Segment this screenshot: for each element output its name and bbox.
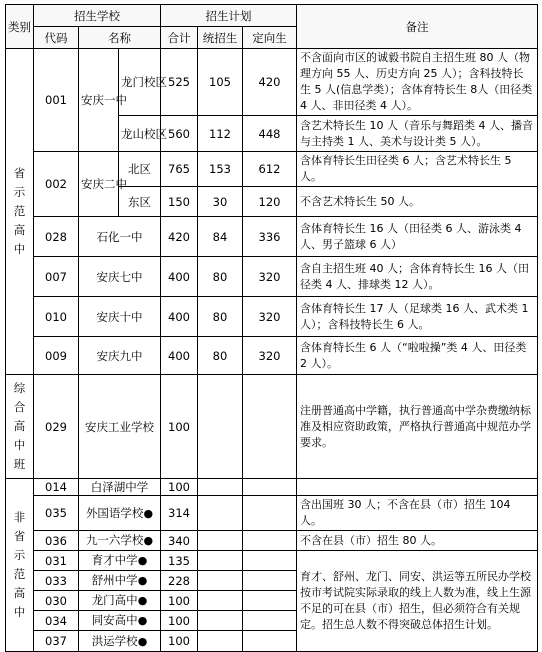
category-comprehensive: 综合高中班 xyxy=(6,375,34,479)
cell-directed: 448 xyxy=(243,116,297,152)
cell-directed xyxy=(243,496,297,531)
private-school-dot-icon: ● xyxy=(137,554,148,567)
cell-unified: 80 xyxy=(198,337,243,375)
cell-unified xyxy=(198,551,243,571)
cell-directed: 320 xyxy=(243,257,297,297)
cell-directed: 336 xyxy=(243,217,297,257)
cell-directed xyxy=(243,479,297,496)
header-remarks: 备注 xyxy=(297,5,538,49)
cell-note: 注册普通高中学籍，执行普通高中学杂费缴纳标准及相应资助政策，严格执行普通高中规范办学要求。 xyxy=(297,375,538,479)
private-school-dot-icon: ● xyxy=(137,634,148,648)
cell-school: 九一六学校● xyxy=(79,531,161,551)
cell-unified xyxy=(198,631,243,652)
cell-unified xyxy=(198,571,243,591)
cell-total: 100 xyxy=(161,479,198,496)
cell-code: 036 xyxy=(34,531,79,551)
cell-total: 525 xyxy=(161,49,198,116)
table-row xyxy=(6,531,538,551)
cell-directed xyxy=(243,611,297,631)
admission-plan-table xyxy=(5,4,538,652)
header-row-1 xyxy=(6,5,538,27)
cell-code: 010 xyxy=(34,297,79,337)
table-row xyxy=(6,152,538,187)
cell-directed: 320 xyxy=(243,337,297,375)
cell-code: 037 xyxy=(34,631,79,652)
cell-code: 034 xyxy=(34,611,79,631)
cell-unified: 80 xyxy=(198,297,243,337)
header-code: 代码 xyxy=(34,27,79,49)
table-row xyxy=(6,217,538,257)
cell-note: 含体育特长生 17 人（足球类 16 人、武术类 1 人）；含科技特长生 6 人。 xyxy=(297,297,538,337)
header-plan-group: 招生计划 xyxy=(161,5,297,27)
cell-campus: 龙山校区 xyxy=(119,116,161,152)
cell-campus: 北区 xyxy=(119,152,161,187)
cell-total: 400 xyxy=(161,297,198,337)
cell-school: 安庆七中 xyxy=(79,257,161,297)
cell-directed: 612 xyxy=(243,152,297,187)
cell-code: 030 xyxy=(34,591,79,611)
cell-school: 洪运学校● xyxy=(79,631,161,652)
table-row xyxy=(6,337,538,375)
cell-directed: 420 xyxy=(243,49,297,116)
header-school-group: 招生学校 xyxy=(34,5,161,27)
cell-total: 100 xyxy=(161,631,198,652)
private-school-dot-icon: ● xyxy=(137,574,148,587)
cell-total: 228 xyxy=(161,571,198,591)
cell-directed xyxy=(243,531,297,551)
cell-code: 031 xyxy=(34,551,79,571)
cell-code: 014 xyxy=(34,479,79,496)
cell-unified xyxy=(198,496,243,531)
cell-code: 007 xyxy=(34,257,79,297)
cell-directed xyxy=(243,571,297,591)
cell-unified: 30 xyxy=(198,187,243,217)
cell-code: 029 xyxy=(34,375,79,479)
cell-school: 外国语学校● xyxy=(79,496,161,531)
cell-school: 舒州中学● xyxy=(79,571,161,591)
cell-unified xyxy=(198,531,243,551)
cell-school: 龙门高中● xyxy=(79,591,161,611)
cell-unified: 105 xyxy=(198,49,243,116)
cell-school: 育才中学● xyxy=(79,551,161,571)
private-school-dot-icon: ● xyxy=(137,594,148,607)
category-nonprovincial: 非省示范高中 xyxy=(6,479,34,652)
cell-total: 420 xyxy=(161,217,198,257)
cell-campus: 龙门校区 xyxy=(119,49,161,116)
private-school-dot-icon: ● xyxy=(143,506,154,520)
cell-total: 135 xyxy=(161,551,198,571)
cell-unified xyxy=(198,591,243,611)
header-directed: 定向生 xyxy=(243,27,297,49)
cell-directed xyxy=(243,631,297,652)
table-row xyxy=(6,551,538,571)
cell-note: 含体育特长生田径类 6 人；含艺术特长生 5 人。 xyxy=(297,152,538,187)
private-school-dot-icon: ● xyxy=(137,614,148,627)
cell-unified: 153 xyxy=(198,152,243,187)
cell-school: 安庆九中 xyxy=(79,337,161,375)
table-row xyxy=(6,257,538,297)
cell-unified: 112 xyxy=(198,116,243,152)
cell-code: 033 xyxy=(34,571,79,591)
cell-total: 560 xyxy=(161,116,198,152)
header-unified: 统招生 xyxy=(198,27,243,49)
cell-total: 400 xyxy=(161,337,198,375)
header-total: 合计 xyxy=(161,27,198,49)
cell-total: 765 xyxy=(161,152,198,187)
cell-total: 340 xyxy=(161,531,198,551)
cell-directed xyxy=(243,551,297,571)
cell-school: 安庆一中 xyxy=(79,49,119,152)
cell-note: 含自主招生班 40 人；含体育特长生 16 人（田径类 4 人、排球类 12 人）。 xyxy=(297,257,538,297)
cell-unified xyxy=(198,611,243,631)
cell-directed xyxy=(243,375,297,479)
cell-directed xyxy=(243,591,297,611)
cell-campus: 东区 xyxy=(119,187,161,217)
cell-school: 安庆二中 xyxy=(79,152,119,217)
table-row xyxy=(6,49,538,116)
cell-total: 400 xyxy=(161,257,198,297)
cell-total: 100 xyxy=(161,591,198,611)
cell-note: 不含面向市区的诚毅书院自主招生班 80 人（物理方向 55 人、历史方向 25 人）；含科技特长生 5 人(信息学类）；含体育特长生 8人（田径类 4 人、非田径类 4 人）。 xyxy=(297,49,538,116)
cell-total: 100 xyxy=(161,611,198,631)
cell-school: 同安高中● xyxy=(79,611,161,631)
cell-unified xyxy=(198,479,243,496)
cell-code: 002 xyxy=(34,152,79,217)
cell-code: 028 xyxy=(34,217,79,257)
cell-note: 含艺术特长生 10 人（音乐与舞蹈类 4 人、播音与主持类 1 人、美术与设计类 5 人）。 xyxy=(297,116,538,152)
cell-note: 含体育特长生 16 人（田径类 6 人、游泳类 4 人、男子篮球 6 人） xyxy=(297,217,538,257)
cell-school: 安庆十中 xyxy=(79,297,161,337)
cell-note xyxy=(297,479,538,496)
cell-unified: 80 xyxy=(198,257,243,297)
cell-school: 白泽湖中学 xyxy=(79,479,161,496)
cell-school: 安庆工业学校 xyxy=(79,375,161,479)
cell-unified xyxy=(198,375,243,479)
cell-note: 不含艺术特长生 50 人。 xyxy=(297,187,538,217)
cell-code: 001 xyxy=(34,49,79,152)
cell-code: 009 xyxy=(34,337,79,375)
category-provincial: 省示范高中 xyxy=(6,49,34,375)
cell-note: 不含在县（市）招生 80 人。 xyxy=(297,531,538,551)
header-category: 类别 xyxy=(6,5,34,49)
cell-unified: 84 xyxy=(198,217,243,257)
table-row xyxy=(6,375,538,479)
cell-note: 含体育特长生 6 人（“啦啦操”类 4 人、田径类 2 人）。 xyxy=(297,337,538,375)
cell-total: 100 xyxy=(161,375,198,479)
cell-total: 150 xyxy=(161,187,198,217)
cell-directed: 320 xyxy=(243,297,297,337)
table-row xyxy=(6,496,538,531)
table-row xyxy=(6,297,538,337)
cell-directed: 120 xyxy=(243,187,297,217)
table-row xyxy=(6,479,538,496)
cell-note: 含出国班 30 人；不含在县（市）招生 104 人。 xyxy=(297,496,538,531)
cell-note: 育才、舒州、龙门、同安、洪运等五所民办学校按市考试院实际录取的线上人数为准，线上生源不足的可在县（市）招生，但必须符合有关规定。招生总人数不得突破总体招生计划。 xyxy=(297,551,538,652)
cell-code: 035 xyxy=(34,496,79,531)
cell-school: 石化一中 xyxy=(79,217,161,257)
cell-total: 314 xyxy=(161,496,198,531)
private-school-dot-icon: ● xyxy=(143,534,154,547)
header-name: 名称 xyxy=(79,27,161,49)
